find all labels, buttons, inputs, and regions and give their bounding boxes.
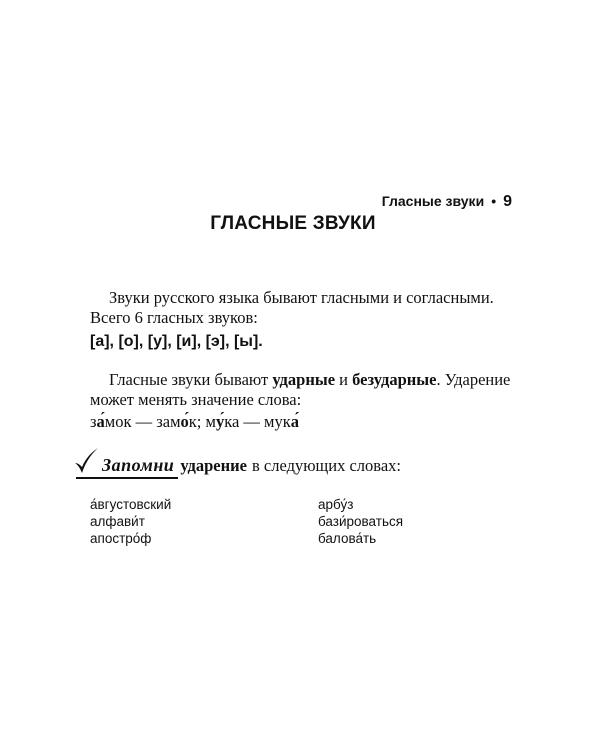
stress-text-2: и xyxy=(335,370,353,389)
paragraph-intro-line-1: Звуки русского языка бывают гласными и согласными. xyxy=(109,288,494,307)
list-item: апостро́ф xyxy=(90,531,152,546)
example-part: к; м xyxy=(188,412,216,431)
running-head xyxy=(382,193,512,211)
remember-word: Запомни xyxy=(102,455,175,475)
page-title: ГЛАСНЫЕ ЗВУКИ xyxy=(210,213,376,234)
stress-text-1: Гласные звуки бывают xyxy=(109,370,273,389)
stress-term-unstressed: безударные xyxy=(352,370,437,389)
paragraph-intro xyxy=(90,288,520,328)
paragraph-stress-line-1 xyxy=(90,370,520,390)
example-stressed-vowel: о́ xyxy=(180,412,189,431)
stress-examples xyxy=(90,412,299,432)
stress-term-stressed: ударные xyxy=(272,370,336,389)
checkmark-icon xyxy=(72,446,100,476)
running-head-bullet: • xyxy=(491,193,497,209)
paragraph-stress xyxy=(90,370,520,410)
stress-text-3: . Ударение xyxy=(436,370,511,389)
list-item: а́вгустовский xyxy=(90,497,172,512)
list-item: арбу́з xyxy=(318,497,354,512)
example-part: мок — зам xyxy=(104,412,181,431)
example-stressed-vowel: у́ xyxy=(215,412,225,431)
page-number: 9 xyxy=(503,193,512,210)
word-list-column-2 xyxy=(318,496,403,547)
example-part: з xyxy=(90,412,97,431)
paragraph-stress-line-2: может менять значение слова: xyxy=(90,390,302,409)
list-item: алфави́т xyxy=(90,514,145,529)
example-stressed-vowel: а́ xyxy=(96,412,105,431)
example-part: ка — мук xyxy=(224,412,291,431)
remember-rest: в следующих словах: xyxy=(251,456,401,475)
remember-box xyxy=(72,446,401,476)
example-stressed-vowel: а́ xyxy=(290,412,300,431)
remember-key-term: ударение xyxy=(180,456,247,475)
list-item: бази́роваться xyxy=(318,514,404,529)
paragraph-intro-line-2: Всего 6 гласных звуков: xyxy=(90,308,258,327)
running-head-section: Гласные звуки xyxy=(381,193,485,209)
vowel-list: [а], [о], [у], [и], [э], [ы]. xyxy=(90,333,263,350)
list-item: балова́ть xyxy=(318,531,377,546)
word-list-column-1 xyxy=(90,496,171,547)
